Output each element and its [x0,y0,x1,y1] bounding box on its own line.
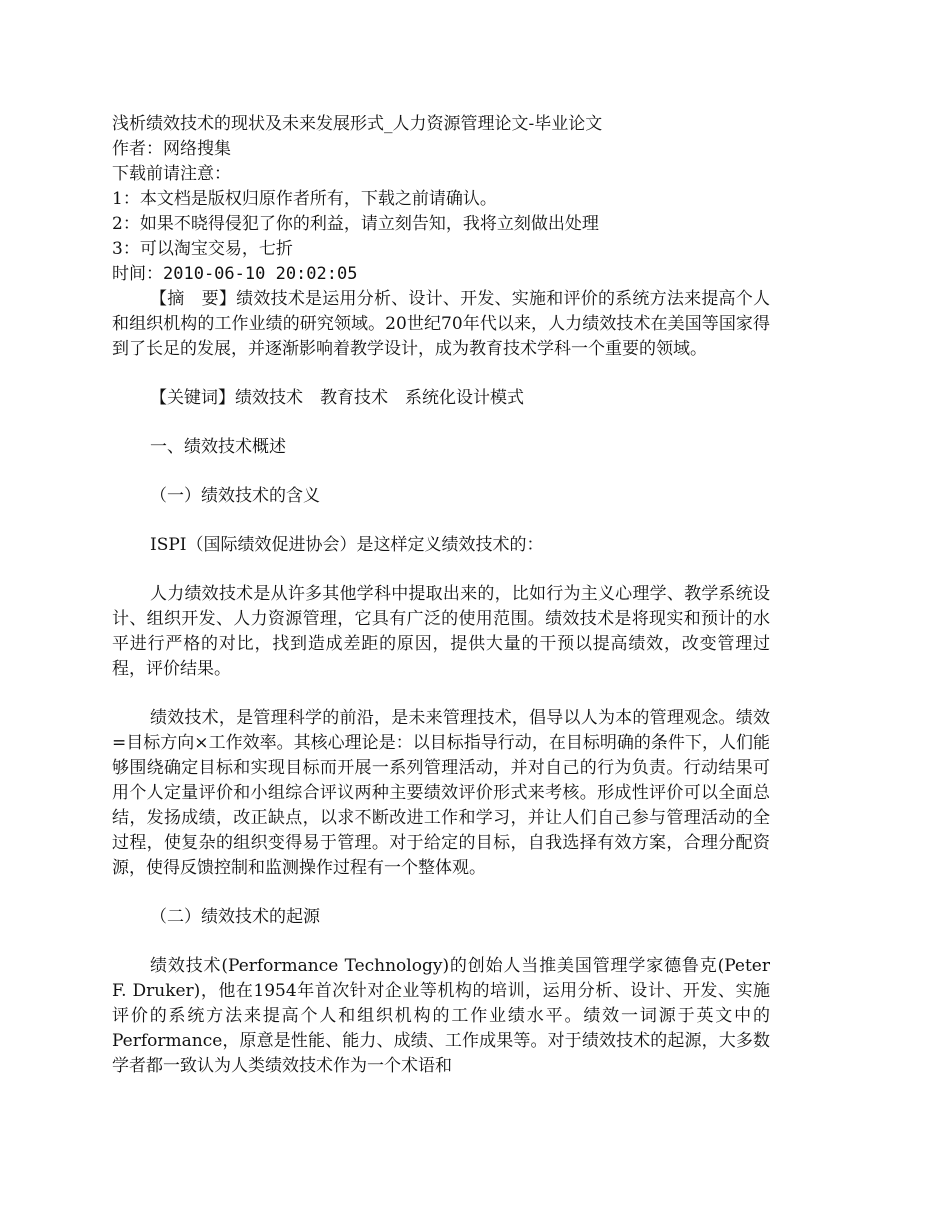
subsection-heading-2: （二）绩效技术的起源 [150,907,320,927]
section-heading-1: 一、绩效技术概述 [150,437,286,457]
subsection-heading-1: （一）绩效技术的含义 [150,486,320,506]
body-paragraph-3: 绩效技术(Performance Technology)的创始人当推美国管理学家德鲁克(Peter F. Druker)，他在1954年首次针对企业等机构的培训，运用分析、设计、开发、实施评价的系统方法来提高个人和组织机构的工作业绩水平。绩效一词源于英文中的Performance，原意是性能、能力、成绩、工作成果等。对于绩效技术的起源，大多数学者都一致认为人类绩效技术作为一个术语和 [112,956,770,1076]
body-paragraph-1: 人力绩效技术是从许多其他学科中提取出来的，比如行为主义心理学、教学系统设计、组织开发、人力资源管理，它具有广泛的使用范围。绩效技术是将现实和预计的水平进行严格的对比，找到造成差距的原因，提供大量的干预以提高绩效，改变管理过程，评价结果。 [112,584,770,679]
abstract-paragraph: 【摘 要】绩效技术是运用分析、设计、开发、实施和评价的系统方法来提高个人和组织机构的工作业绩的研究领域。20世纪70年代以来，人力绩效技术在美国等国家得到了长足的发展，并逐渐影响着教学设计，成为教育技术学科一个重要的领域。 [112,289,770,359]
notice-item-1: 1：本文档是版权归原作者所有，下载之前请确认。 [112,189,497,209]
author-line: 作者：网络搜集 [112,139,231,159]
ispi-definition-intro: ISPI（国际绩效促进协会）是这样定义绩效技术的： [150,535,544,555]
body-paragraph-2: 绩效技术，是管理科学的前沿，是未来管理技术，倡导以人为本的管理观念。绩效=目标方向×工作效率。其核心理论是：以目标指导行动，在目标明确的条件下，人们能够围绕确定目标和实现目标而开展一系列管理活动，并对自己的行为负责。行动结果可用个人定量评价和小组综合评议两种主要绩效评价形式来考核。形成性评价可以全面总结，发扬成绩，改正缺点，以求不断改进工作和学习，并让人们自己参与管理活动的全过程，使复杂的组织变得易于管理。对于给定的目标，自我选择有效方案，合理分配资源，使得反馈控制和监测操作过程有一个整体观。 [112,708,770,878]
time-line: 时间：2010-06-10 20:02:05 [112,264,358,284]
notice-item-3: 3：可以淘宝交易，七折 [112,239,293,259]
keywords-paragraph: 【关键词】绩效技术 教育技术 系统化设计模式 [150,388,524,408]
notice-item-2: 2：如果不晓得侵犯了你的利益，请立刻告知，我将立刻做出处理 [112,214,599,234]
notice-title: 下载前请注意： [112,164,231,184]
document-title: 浅析绩效技术的现状及未来发展形式_人力资源管理论文-毕业论文 [112,114,603,134]
